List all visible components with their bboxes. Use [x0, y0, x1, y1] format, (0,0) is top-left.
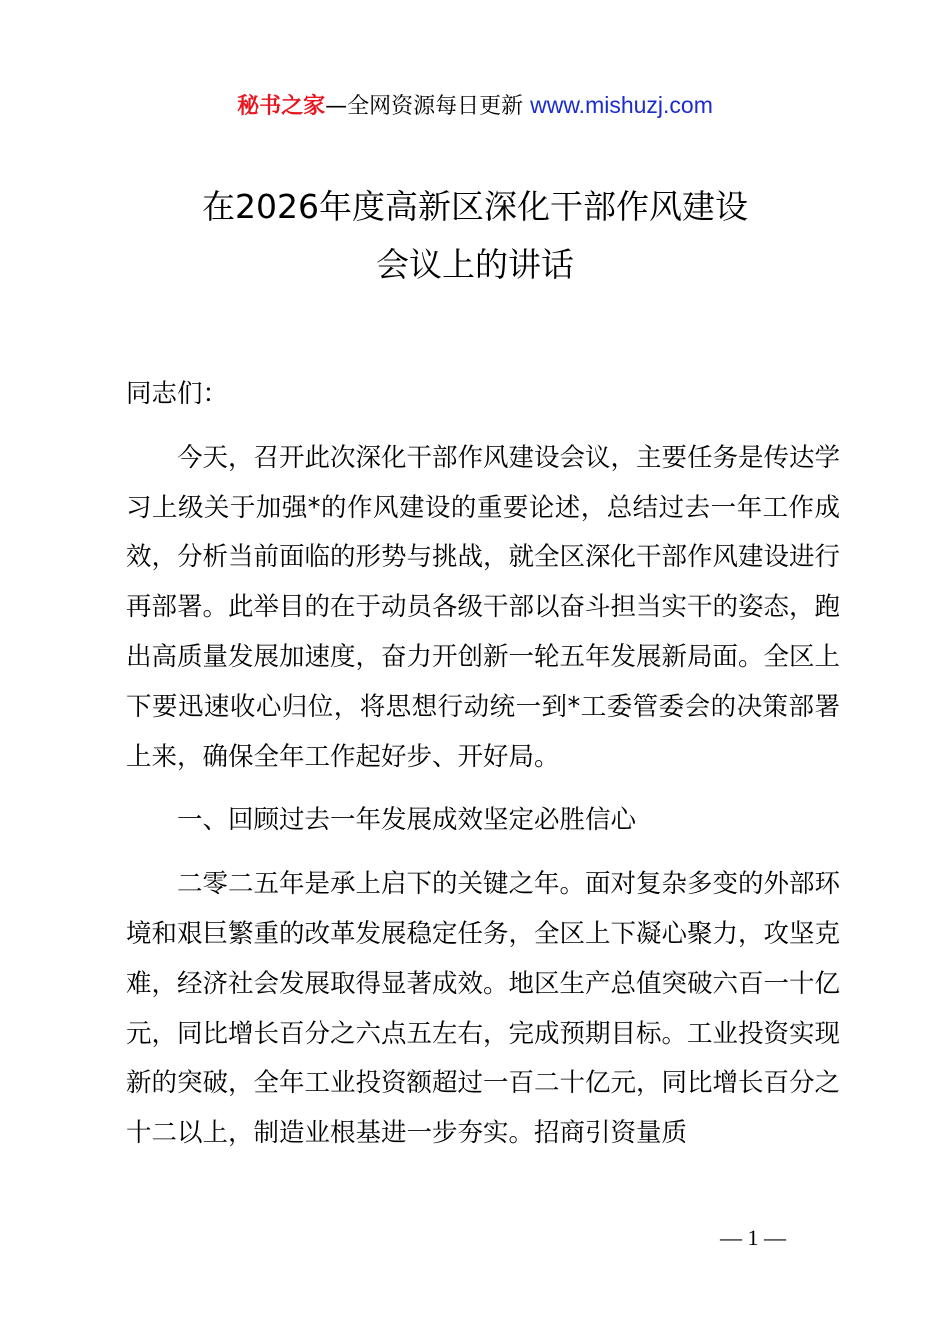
- page-number: — 1 —: [720, 1225, 786, 1250]
- site-header: [0, 88, 950, 124]
- title-line-1: 在2026年度高新区深化干部作风建设: [202, 187, 748, 226]
- title-line-2: 会议上的讲话: [376, 245, 574, 284]
- section-heading: 一、回顾过去一年发展成效坚定必胜信心: [177, 805, 637, 836]
- body-paragraph: 二零二五年是承上启下的关键之年。面对复杂多变的外部环境和艰巨繁重的改革发展稳定任务，全区上下凝心聚力，攻坚克难，经济社会发展取得显著成效。地区生产总值突破六百一十亿元，同比增长百分之六点五左右，完成预期目标。工业投资实现新的突破，全年工业投资额超过一百二十亿元，同比增长百分之十二以上，制造业根基进一步夯实。招商引资量质: [126, 869, 841, 1149]
- header-tagline: —全网资源每日更新: [325, 94, 531, 119]
- document-body: [126, 370, 840, 1159]
- site-url-link[interactable]: www.mishuzj.com: [530, 92, 713, 118]
- brand-name: 秘书之家: [237, 94, 326, 119]
- body-paragraph: 今天，召开此次深化干部作风建设会议，主要任务是传达学习上级关于加强*的作风建设的重要论述，总结过去一年工作成效，分析当前面临的形势与挑战，就全区深化干部作风建设进行再部署。此举目的在于动员各级干部以奋斗担当实干的姿态，跑出高质量发展加速度，奋力开创新一轮五年发展新局面。全区上下要迅速收心归位，将思想行动统一到*工委管委会的决策部署上来，确保全年工作起好步、开好局。: [126, 442, 841, 772]
- salutation: 同志们：: [126, 379, 229, 409]
- document-title: [0, 178, 950, 294]
